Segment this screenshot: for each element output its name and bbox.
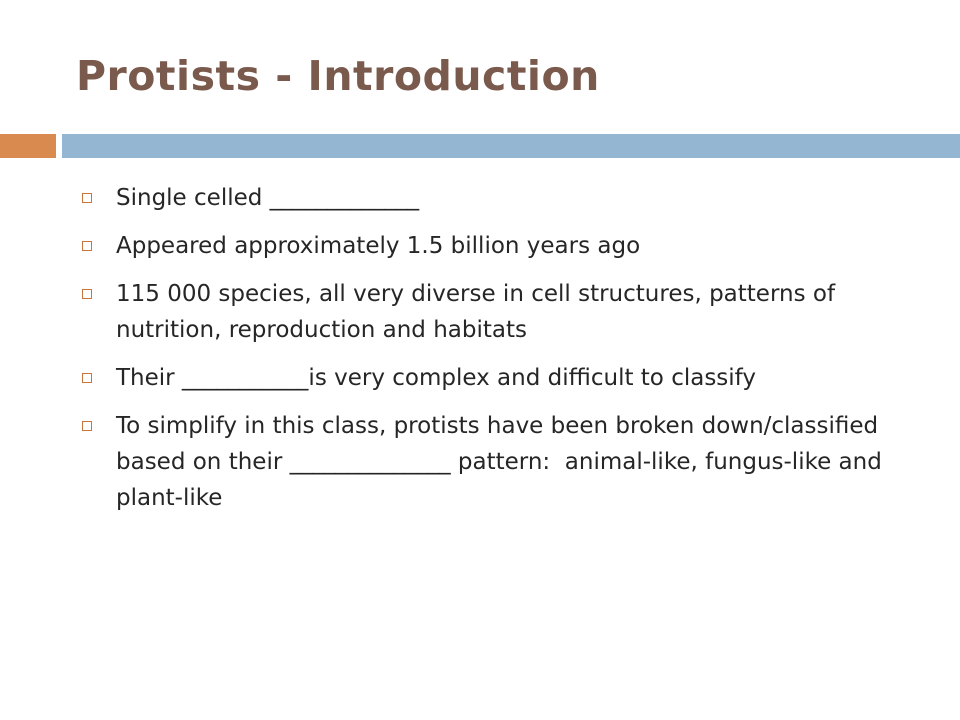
bullet-text: 115 000 species, all very diverse in cell structures, patterns of nutrition, reproduction and habitats bbox=[116, 281, 843, 343]
bullet-item bbox=[72, 276, 932, 348]
square-bullet-icon bbox=[82, 193, 92, 203]
square-bullet-icon bbox=[82, 421, 92, 431]
title-accent-bar-blue bbox=[62, 134, 960, 158]
bullet-text: To simplify in this class, protists have been broken down/classified based on their ______________ pattern: animal-like, fungus-like and plant-like bbox=[116, 413, 890, 511]
square-bullet-icon bbox=[82, 373, 92, 383]
square-bullet-icon bbox=[82, 241, 92, 251]
bullet-list bbox=[72, 180, 932, 528]
bullet-item bbox=[72, 408, 932, 516]
bullet-text: Appeared approximately 1.5 billion years ago bbox=[116, 233, 641, 259]
bullet-text: Their ___________is very complex and difficult to classify bbox=[116, 365, 756, 391]
square-bullet-icon bbox=[82, 289, 92, 299]
bullet-item bbox=[72, 360, 932, 396]
title-accent-bar-orange bbox=[0, 134, 56, 158]
bullet-text: Single celled _____________ bbox=[116, 185, 420, 211]
bullet-item bbox=[72, 180, 932, 216]
bullet-item bbox=[72, 228, 932, 264]
slide-title: Protists - Introduction bbox=[76, 52, 600, 100]
